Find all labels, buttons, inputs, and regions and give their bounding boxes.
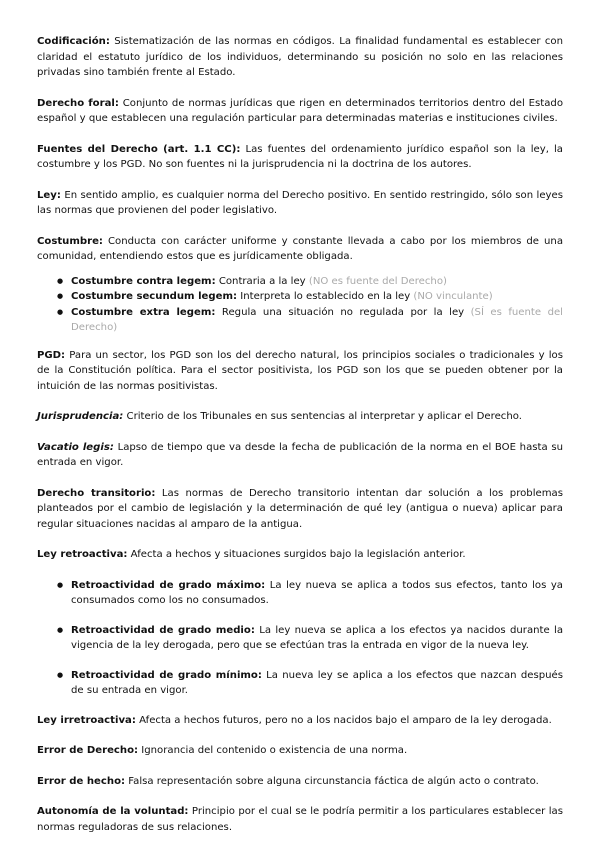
- list-item-term: Costumbre secundum legem:: [71, 291, 238, 302]
- entry-term: PGD:: [37, 349, 66, 361]
- entry-term: Error de Derecho:: [37, 745, 139, 756]
- list-item-note: (NO vinculante): [413, 291, 493, 302]
- entry-text: En sentido amplio, es cualquier norma del Derecho positivo. En sentido restringido, sólo son leyes las normas que provienen del poder legislativo.: [37, 189, 563, 216]
- list-item-note: (NO es fuente del Derecho): [308, 275, 447, 287]
- entry-text: Las fuentes del ordenamiento jurídico español son la ley, la costumbre y los PGD. No son fuentes ni la jurisprudencia ni la doctrina de los autores.: [37, 143, 563, 170]
- list-item-text: Contraria a la ley: [215, 275, 309, 287]
- list-item-note: (SÍ es fuente del Derecho): [71, 306, 563, 333]
- entry-term: Vacatio legis:: [37, 441, 114, 453]
- entry-ley: [37, 188, 563, 219]
- entry-term: Fuentes del Derecho (art. 1.1 CC):: [37, 143, 241, 155]
- list-item: [57, 623, 563, 654]
- entry-error-derecho: [37, 743, 563, 759]
- list-item-text: Regula una situación no regulada por la ley: [215, 306, 471, 318]
- list-item: [57, 578, 563, 609]
- entry-ley-irretroactiva: [37, 713, 563, 729]
- list-item-term: Retroactividad de grado máximo:: [71, 579, 266, 591]
- list-item-term: Costumbre extra legem:: [71, 306, 216, 318]
- entry-text: Ignorancia del contenido o existencia de una norma.: [138, 745, 408, 756]
- entry-term: Ley irretroactiva:: [37, 714, 136, 726]
- entry-text: Lapso de tiempo que va desde la fecha de publicación de la norma en el BOE hasta su entrada en vigor.: [37, 441, 564, 468]
- entry-jurisprudencia: [37, 409, 563, 425]
- entry-text: Principio por el cual se le podría permitir a los particulares establecer las normas reguladoras de sus relaciones.: [37, 806, 564, 833]
- entry-pgd: [37, 348, 563, 395]
- entry-term: Derecho transitorio:: [37, 487, 156, 499]
- list-item-term: Costumbre contra legem:: [71, 275, 216, 287]
- list-item-text: La ley nueva se aplica a todos sus efectos, tanto los ya consumados como los no consumados.: [71, 579, 563, 606]
- entry-ley-retroactiva: [37, 547, 563, 563]
- list-item-text: La nueva ley se aplica a los efectos que nazcan después de su entrada en vigor.: [71, 669, 563, 696]
- entry-text: Conducta con carácter uniforme y constante llevada a cabo por los miembros de una comunidad, entendiendo estos que es jurídicamente obligada.: [37, 235, 563, 262]
- entry-derecho-transitorio: [37, 486, 563, 533]
- entry-term: Derecho foral:: [37, 97, 119, 109]
- list-item-term: Retroactividad de grado medio:: [71, 624, 255, 636]
- entry-vacatio-legis: [37, 440, 563, 471]
- list-item: [57, 668, 563, 699]
- costumbre-list: [37, 274, 563, 336]
- entry-autonomia-voluntad: [37, 804, 563, 835]
- entry-text: Criterio de los Tribunales en sus sentencias al interpretar y aplicar el Derecho.: [123, 411, 522, 422]
- list-item-term: Retroactividad de grado mínimo:: [71, 669, 262, 681]
- retroactividad-list: [37, 578, 563, 699]
- entry-term: Codificación:: [37, 36, 110, 47]
- entry-costumbre: [37, 234, 563, 265]
- entry-text: Las normas de Derecho transitorio intentan dar solución a los problemas planteados por el cambio de legislación y la determinación de qué ley (antigua o nueva) aplicar para regular situaciones nacidas al amparo de la antigua.: [37, 487, 563, 530]
- entry-text: Afecta a hechos futuros, pero no a los nacidos bajo el amparo de la ley derogada.: [135, 714, 552, 726]
- entry-codificacion: [37, 34, 563, 81]
- entry-text: Conjunto de normas jurídicas que rigen en determinados territorios dentro del Estado español y que establecen una regulación particular para determinadas materias e instituciones civiles.: [37, 97, 563, 124]
- entry-text: Afecta a hechos y situaciones surgidos bajo la legislación anterior.: [127, 549, 466, 560]
- entry-text: Para un sector, los PGD son los del derecho natural, los principios sociales o tradicionales y los de la Constitución política. Para el sector positivista, los PGD son los que se pueden obtener por la intuición de las normas positivistas.: [37, 349, 563, 392]
- list-item: [57, 274, 563, 290]
- entry-fuentes-derecho: [37, 142, 563, 173]
- list-item-text: Interpreta lo establecido en la ley: [237, 291, 414, 302]
- list-item: [57, 305, 563, 336]
- entry-term: Costumbre:: [37, 235, 103, 247]
- list-item: [57, 289, 563, 305]
- entry-term: Autonomía de la voluntad:: [37, 806, 189, 817]
- entry-term: Ley retroactiva:: [37, 549, 128, 560]
- entry-term: Ley:: [37, 189, 61, 201]
- list-item-text: La ley nueva se aplica a los efectos ya nacidos durante la vigencia de la ley derogada, pero que se efectúan tras la entrada en vigor de la nueva ley.: [71, 624, 564, 651]
- entry-derecho-foral: [37, 96, 563, 127]
- entry-text: Falsa representación sobre alguna circunstancia fáctica de algún acto o contrato.: [125, 775, 539, 787]
- entry-term: Jurisprudencia:: [37, 411, 124, 422]
- entry-error-hecho: [37, 774, 563, 790]
- entry-text: Sistematización de las normas en códigos. La finalidad fundamental es establecer con claridad el estatuto jurídico de los individuos, determinando su posición no solo en las relaciones privadas sino también frente al Estado.: [37, 36, 563, 78]
- entry-term: Error de hecho:: [37, 775, 126, 787]
